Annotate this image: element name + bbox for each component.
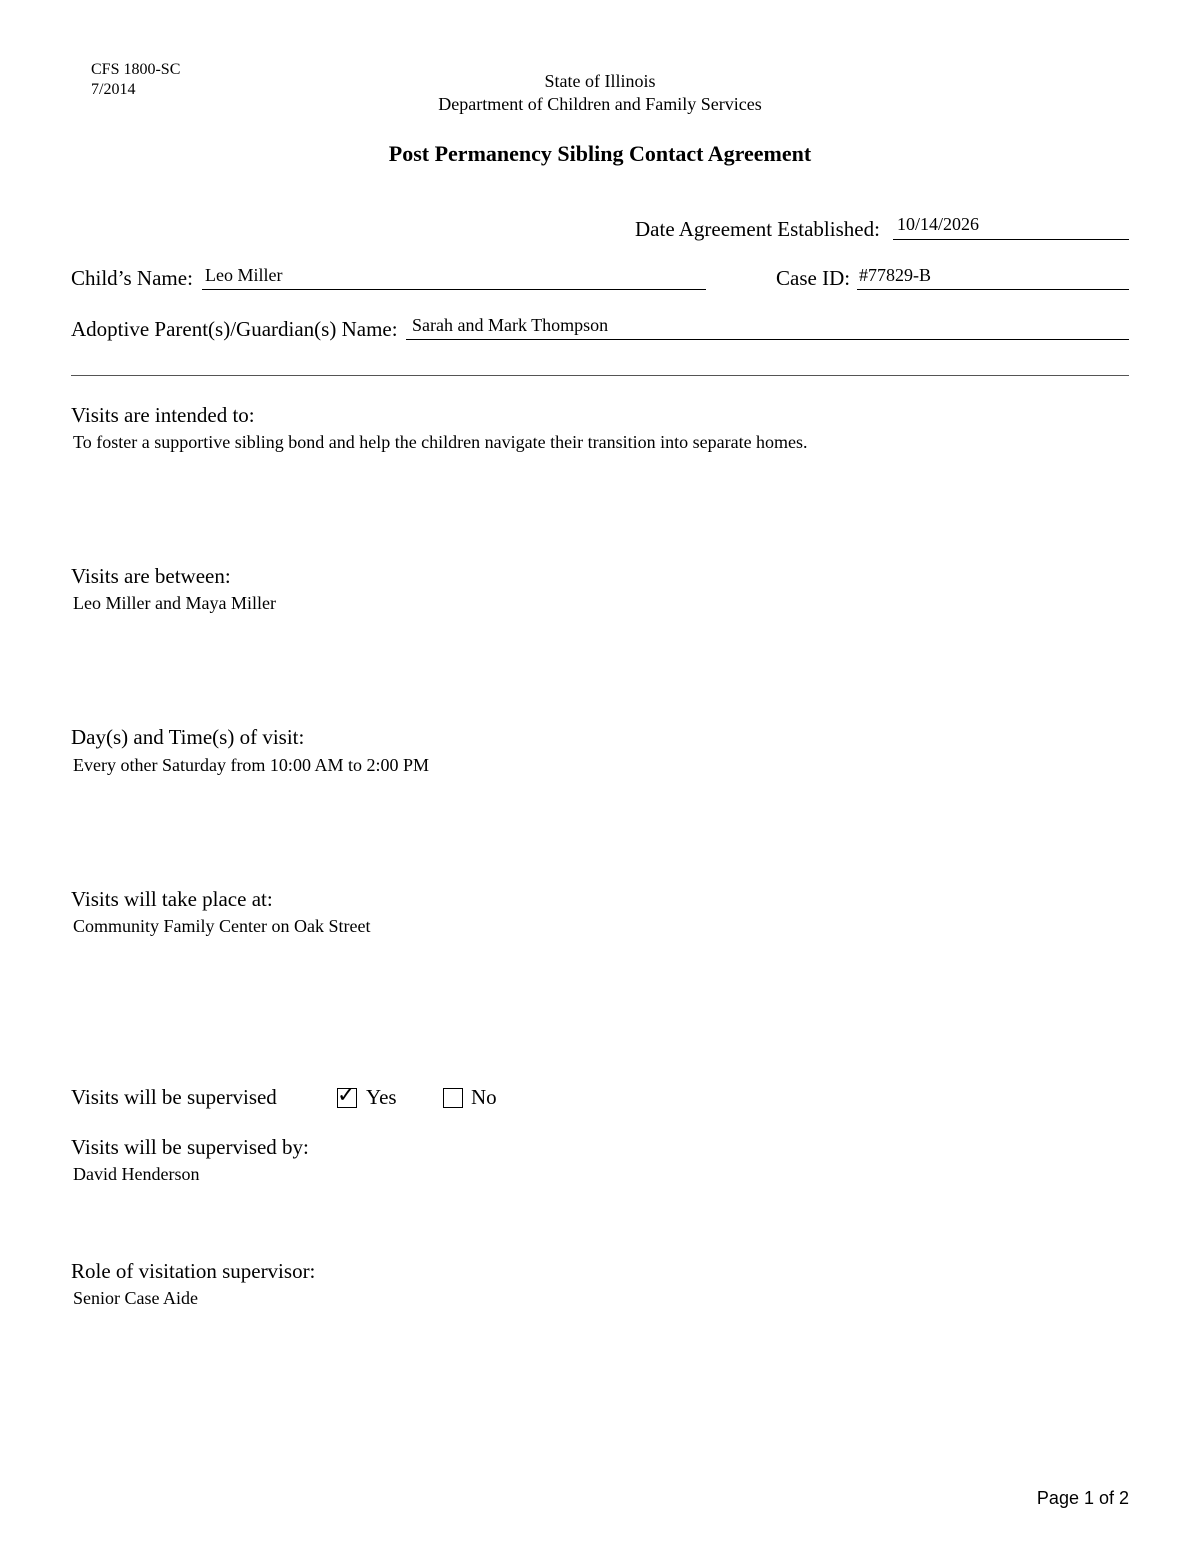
form-number-code: CFS 1800-SC bbox=[91, 61, 181, 78]
department-name: Department of Children and Family Services bbox=[438, 94, 762, 114]
intent-field[interactable]: To foster a supportive sibling bond and help the children navigate their transition into separate homes. bbox=[73, 432, 808, 452]
supervised-yes-label: Yes bbox=[366, 1085, 397, 1109]
supervisor-label: Visits will be supervised by: bbox=[71, 1135, 309, 1159]
case-id-underline bbox=[857, 289, 1129, 290]
child-name-field[interactable]: Leo Miller bbox=[205, 265, 283, 285]
location-field[interactable]: Community Family Center on Oak Street bbox=[73, 916, 371, 936]
form-number-date: 7/2014 bbox=[91, 81, 136, 98]
checkmark-icon: ✓ bbox=[337, 1083, 356, 1108]
guardian-name-label: Adoptive Parent(s)/Guardian(s) Name: bbox=[71, 317, 398, 341]
state-name: State of Illinois bbox=[544, 71, 656, 91]
supervisor-role-field[interactable]: Senior Case Aide bbox=[73, 1288, 198, 1308]
supervisor-field[interactable]: David Henderson bbox=[73, 1164, 200, 1184]
supervised-no-checkbox[interactable] bbox=[443, 1088, 463, 1108]
schedule-field[interactable]: Every other Saturday from 10:00 AM to 2:00 PM bbox=[73, 755, 429, 775]
case-id-label: Case ID: bbox=[776, 266, 851, 290]
page-title: Post Permanency Sibling Contact Agreement bbox=[388, 141, 812, 166]
child-name-underline bbox=[202, 289, 706, 290]
page-number: Page 1 of 2 bbox=[1036, 1488, 1129, 1508]
date-established-field[interactable]: 10/14/2026 bbox=[897, 214, 980, 234]
schedule-label: Day(s) and Time(s) of visit: bbox=[71, 725, 305, 749]
supervised-no-label: No bbox=[471, 1085, 497, 1109]
supervisor-role-label: Role of visitation supervisor: bbox=[71, 1259, 316, 1283]
between-label: Visits are between: bbox=[71, 564, 231, 588]
location-label: Visits will take place at: bbox=[71, 887, 273, 911]
guardian-name-field[interactable]: Sarah and Mark Thompson bbox=[412, 315, 609, 335]
supervised-label: Visits will be supervised bbox=[71, 1085, 277, 1109]
child-name-label: Child’s Name: bbox=[71, 266, 193, 290]
guardian-name-underline bbox=[406, 339, 1129, 340]
section-divider bbox=[71, 375, 1129, 376]
between-field[interactable]: Leo Miller and Maya Miller bbox=[73, 593, 276, 613]
case-id-field[interactable]: #77829-B bbox=[859, 265, 931, 285]
intent-label: Visits are intended to: bbox=[71, 403, 255, 427]
date-established-underline bbox=[893, 239, 1129, 240]
date-established-label: Date Agreement Established: bbox=[635, 217, 880, 241]
